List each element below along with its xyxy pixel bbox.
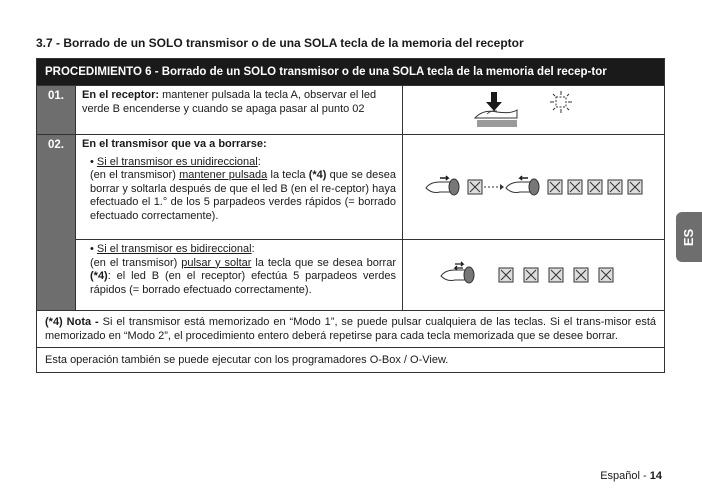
procedure-header: PROCEDIMIENTO 6 - Borrado de un SOLO transmisor o de una SOLA tecla de la memoria del recep-tor [37, 59, 664, 85]
footer-language: Español - [600, 470, 650, 482]
condition: Si el transmisor es bidireccional [96, 243, 252, 255]
bullet: • [90, 243, 94, 255]
step-figure-unidirectional [403, 135, 664, 239]
bullet: • [90, 155, 94, 168]
step-number: 01. [37, 86, 75, 134]
text-part: : el led B (en el receptor) efectúa 5 parpadeos verdes rápidos (= borrado efectuado correctamente). [90, 270, 396, 296]
colon: : [251, 243, 255, 255]
flashing-led-icon [499, 268, 613, 282]
flashing-led-icon [468, 180, 482, 194]
text-bold: (*4) [90, 270, 108, 282]
sub-item-text [82, 257, 396, 298]
text-part: que se desea borrar y soltarla después de que el led B (en el re-ceptor) haya efectuado el 1.° de los 5 parpadeos verdes rápidos (= borrado efectuado correctamente). [90, 169, 396, 222]
section-title: 3.7 - Borrado de un SOLO transmisor o de una SOLA tecla de la memoria del receptor [36, 36, 524, 50]
press-button-icon [475, 92, 517, 127]
step-number: 02. [37, 135, 75, 310]
transmitter-icon [506, 176, 539, 195]
text-underlined: pulsar y soltar [181, 256, 252, 269]
step-bold: En el receptor: [82, 89, 160, 101]
step-row-01 [37, 85, 664, 134]
text-underlined: mantener pulsada [179, 169, 268, 181]
text-part: la tecla [267, 169, 309, 181]
sub-item-unidirectional [82, 156, 396, 170]
step-figure-bidirectional [403, 240, 664, 310]
text-part: la tecla que se desea borrar [251, 256, 396, 269]
step-text [75, 135, 403, 239]
flashing-led-icon [548, 180, 642, 194]
procedure-table [36, 58, 665, 373]
step-text [75, 86, 403, 134]
note-label: (*4) Nota - [45, 316, 99, 328]
led-icon [550, 91, 572, 113]
step-text [75, 240, 403, 310]
step-row-02 [37, 134, 664, 310]
condition: Si el transmisor es unidireccional [96, 155, 258, 168]
text-bold: (*4) [308, 169, 327, 181]
transmitter-icon [426, 176, 459, 195]
sub-item-text [82, 169, 396, 223]
transmitter-icon [441, 262, 474, 283]
note [37, 310, 664, 347]
step-heading: En el transmisor que va a borrarse: [82, 138, 267, 150]
step-figure [403, 86, 664, 134]
sub-item-bidirectional [82, 243, 396, 257]
language-tab [676, 212, 702, 262]
colon: : [257, 155, 261, 168]
note-text: Si el transmisor está memorizado en “Modo 1”, se puede pulsar cualquiera de las teclas. Si el trans-misor está memorizado en “Modo 2”, el procedimiento entero deberá repetirse para cada tecla memorizada que se desee borrar. [45, 316, 656, 342]
extra-info: Esta operación también se puede ejecutar con los programadores O-Box / O-View. [37, 347, 664, 372]
text-part: (en el transmisor) [90, 169, 180, 181]
page-number: 14 [649, 470, 662, 482]
step-desc: mantener pulsada la tecla A, observar el led verde B encenderse y cuando se apaga pasar al punto 02 [82, 89, 377, 115]
page-footer [600, 470, 662, 482]
language-tab-label: ES [681, 228, 697, 246]
text-part: (en el transmisor) [90, 256, 182, 269]
